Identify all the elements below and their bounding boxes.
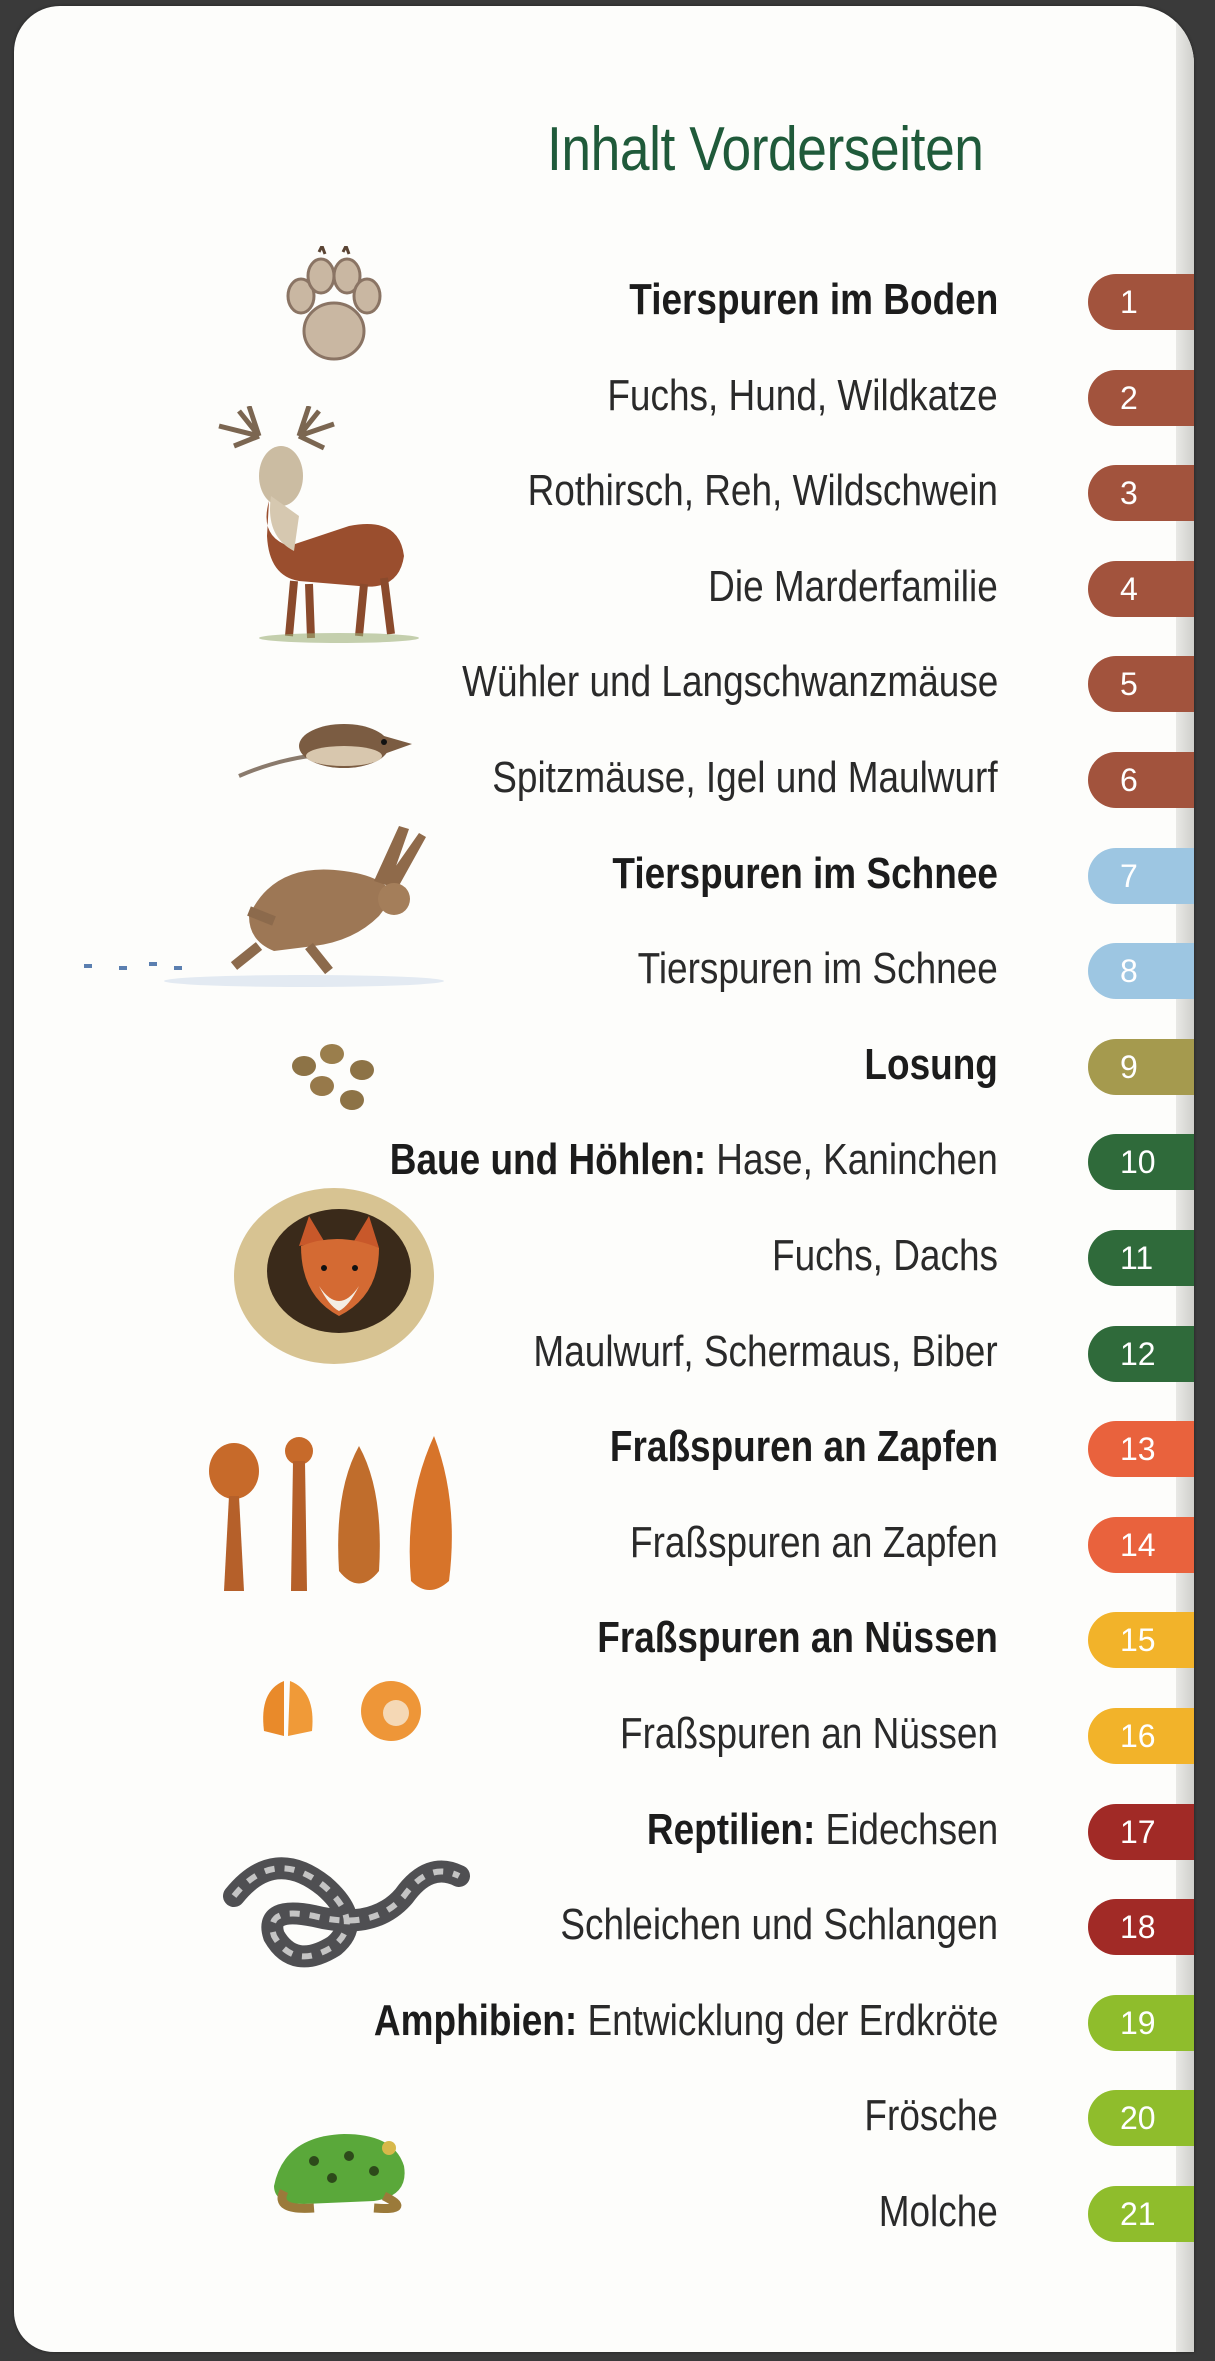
entry-text: Entwicklung der Erdkröte [576,1995,998,2045]
contents-card [14,6,1194,2352]
contents-entry[interactable] [14,260,1194,340]
contents-entry[interactable] [14,1025,1194,1105]
page-tab[interactable]: 15 [1088,1612,1194,1668]
contents-entry[interactable] [14,642,1194,722]
entry-heading: Fraßspuren an Nüssen [597,1613,998,1663]
gnawed-cones-icon [199,1431,464,1601]
page-tab[interactable]: 1 [1088,274,1194,330]
entry-text: Die Marderfamilie [708,561,998,611]
entry-title [560,1885,998,1965]
page-tab[interactable]: 7 [1088,848,1194,904]
contents-entry[interactable] [14,1790,1194,1870]
entry-title [638,929,998,1009]
entry-title [865,1025,998,1105]
entry-text: Fuchs, Hund, Wildkatze [607,370,998,420]
contents-entry[interactable] [14,1407,1194,1487]
page-title: Inhalt Vorderseiten [547,115,984,184]
entry-heading: Amphibien: [373,1995,577,2045]
hare-icon [74,821,454,991]
page-tab[interactable]: 16 [1088,1708,1194,1764]
page-tab[interactable]: 6 [1088,752,1194,808]
entry-title [462,642,998,722]
entry-heading: Losung [864,1039,998,1089]
entry-title [528,451,998,531]
page-tab[interactable]: 14 [1088,1517,1194,1573]
entry-text: Schleichen und Schlangen [560,1900,998,1950]
page-tab[interactable]: 13 [1088,1421,1194,1477]
entry-title [629,260,998,340]
paw-print-icon [279,246,389,371]
page-tab[interactable]: 3 [1088,465,1194,521]
contents-entry[interactable] [14,547,1194,627]
entry-text: Maulwurf, Schermaus, Biber [533,1326,998,1376]
entry-text: Molche [878,2187,998,2236]
entry-title [772,1216,998,1296]
entry-title [598,1598,998,1678]
entry-title [879,2172,998,2252]
contents-entry[interactable] [14,1216,1194,1296]
red-deer-icon [199,406,419,646]
entry-title [620,1694,998,1774]
entry-title [374,1981,998,2061]
entry-title [613,834,998,914]
entry-text: Fraßspuren an Nüssen [620,1709,998,1758]
entry-title [608,356,998,436]
page-tab[interactable]: 2 [1088,370,1194,426]
page-tab[interactable]: 12 [1088,1326,1194,1382]
page-tab[interactable]: 18 [1088,1899,1194,1955]
adder-snake-icon [214,1836,474,1976]
contents-entry[interactable] [14,1598,1194,1678]
entry-heading: Reptilien: [646,1804,816,1854]
contents-entry[interactable] [14,1503,1194,1583]
entry-text: Fuchs, Dachs [772,1231,998,1280]
entry-text: Hase, Kaninchen [706,1135,998,1185]
contents-entry[interactable] [14,2172,1194,2252]
page-tab[interactable]: 17 [1088,1804,1194,1860]
entry-title [493,738,998,818]
page-tab[interactable]: 10 [1088,1134,1194,1190]
contents-entry[interactable] [14,1312,1194,1392]
contents-entry[interactable] [14,356,1194,436]
page-tab[interactable]: 11 [1088,1230,1194,1286]
entry-text: Tierspuren im Schnee [637,944,998,994]
entry-title [534,1312,998,1392]
entry-text: Eidechsen [815,1804,998,1854]
entry-text: Fraßspuren an Zapfen [630,1517,998,1567]
fox-in-burrow-icon [229,1176,439,1366]
entry-title [630,1503,998,1583]
entry-title [864,2076,998,2156]
entry-heading: Tierspuren im Boden [629,275,998,324]
entry-text: Rothirsch, Reh, Wildschwein [527,466,998,516]
page-tab[interactable]: 20 [1088,2090,1194,2146]
contents-entry[interactable] [14,1885,1194,1965]
contents-entry[interactable] [14,1694,1194,1774]
entry-heading: Baue und Höhlen: [390,1135,707,1185]
page-tab[interactable]: 19 [1088,1995,1194,2051]
gnawed-nuts-icon [254,1676,429,1746]
green-frog-icon [254,2116,424,2216]
entry-text: Frösche [864,2091,998,2141]
contents-entry[interactable] [14,738,1194,818]
page-tab[interactable]: 8 [1088,943,1194,999]
entry-text: Wühler und Langschwanzmäuse [461,657,998,707]
contents-entry[interactable] [14,2076,1194,2156]
entry-heading: Tierspuren im Schnee [612,848,998,898]
page-tab[interactable]: 4 [1088,561,1194,617]
entry-text: Spitzmäuse, Igel und Maulwurf [492,753,998,802]
shrew-icon [234,706,414,786]
entry-title [647,1790,998,1870]
page-tab[interactable]: 21 [1088,2186,1194,2242]
entry-title [610,1407,998,1487]
contents-entry[interactable] [14,1981,1194,2061]
page-tab[interactable]: 5 [1088,656,1194,712]
contents-entry[interactable] [14,451,1194,531]
entry-title [390,1120,998,1200]
entry-heading: Fraßspuren an Zapfen [609,1422,998,1472]
contents-entry[interactable] [14,1120,1194,1200]
entry-title [708,547,998,627]
droppings-icon [274,1036,394,1126]
page-tab[interactable]: 9 [1088,1039,1194,1095]
